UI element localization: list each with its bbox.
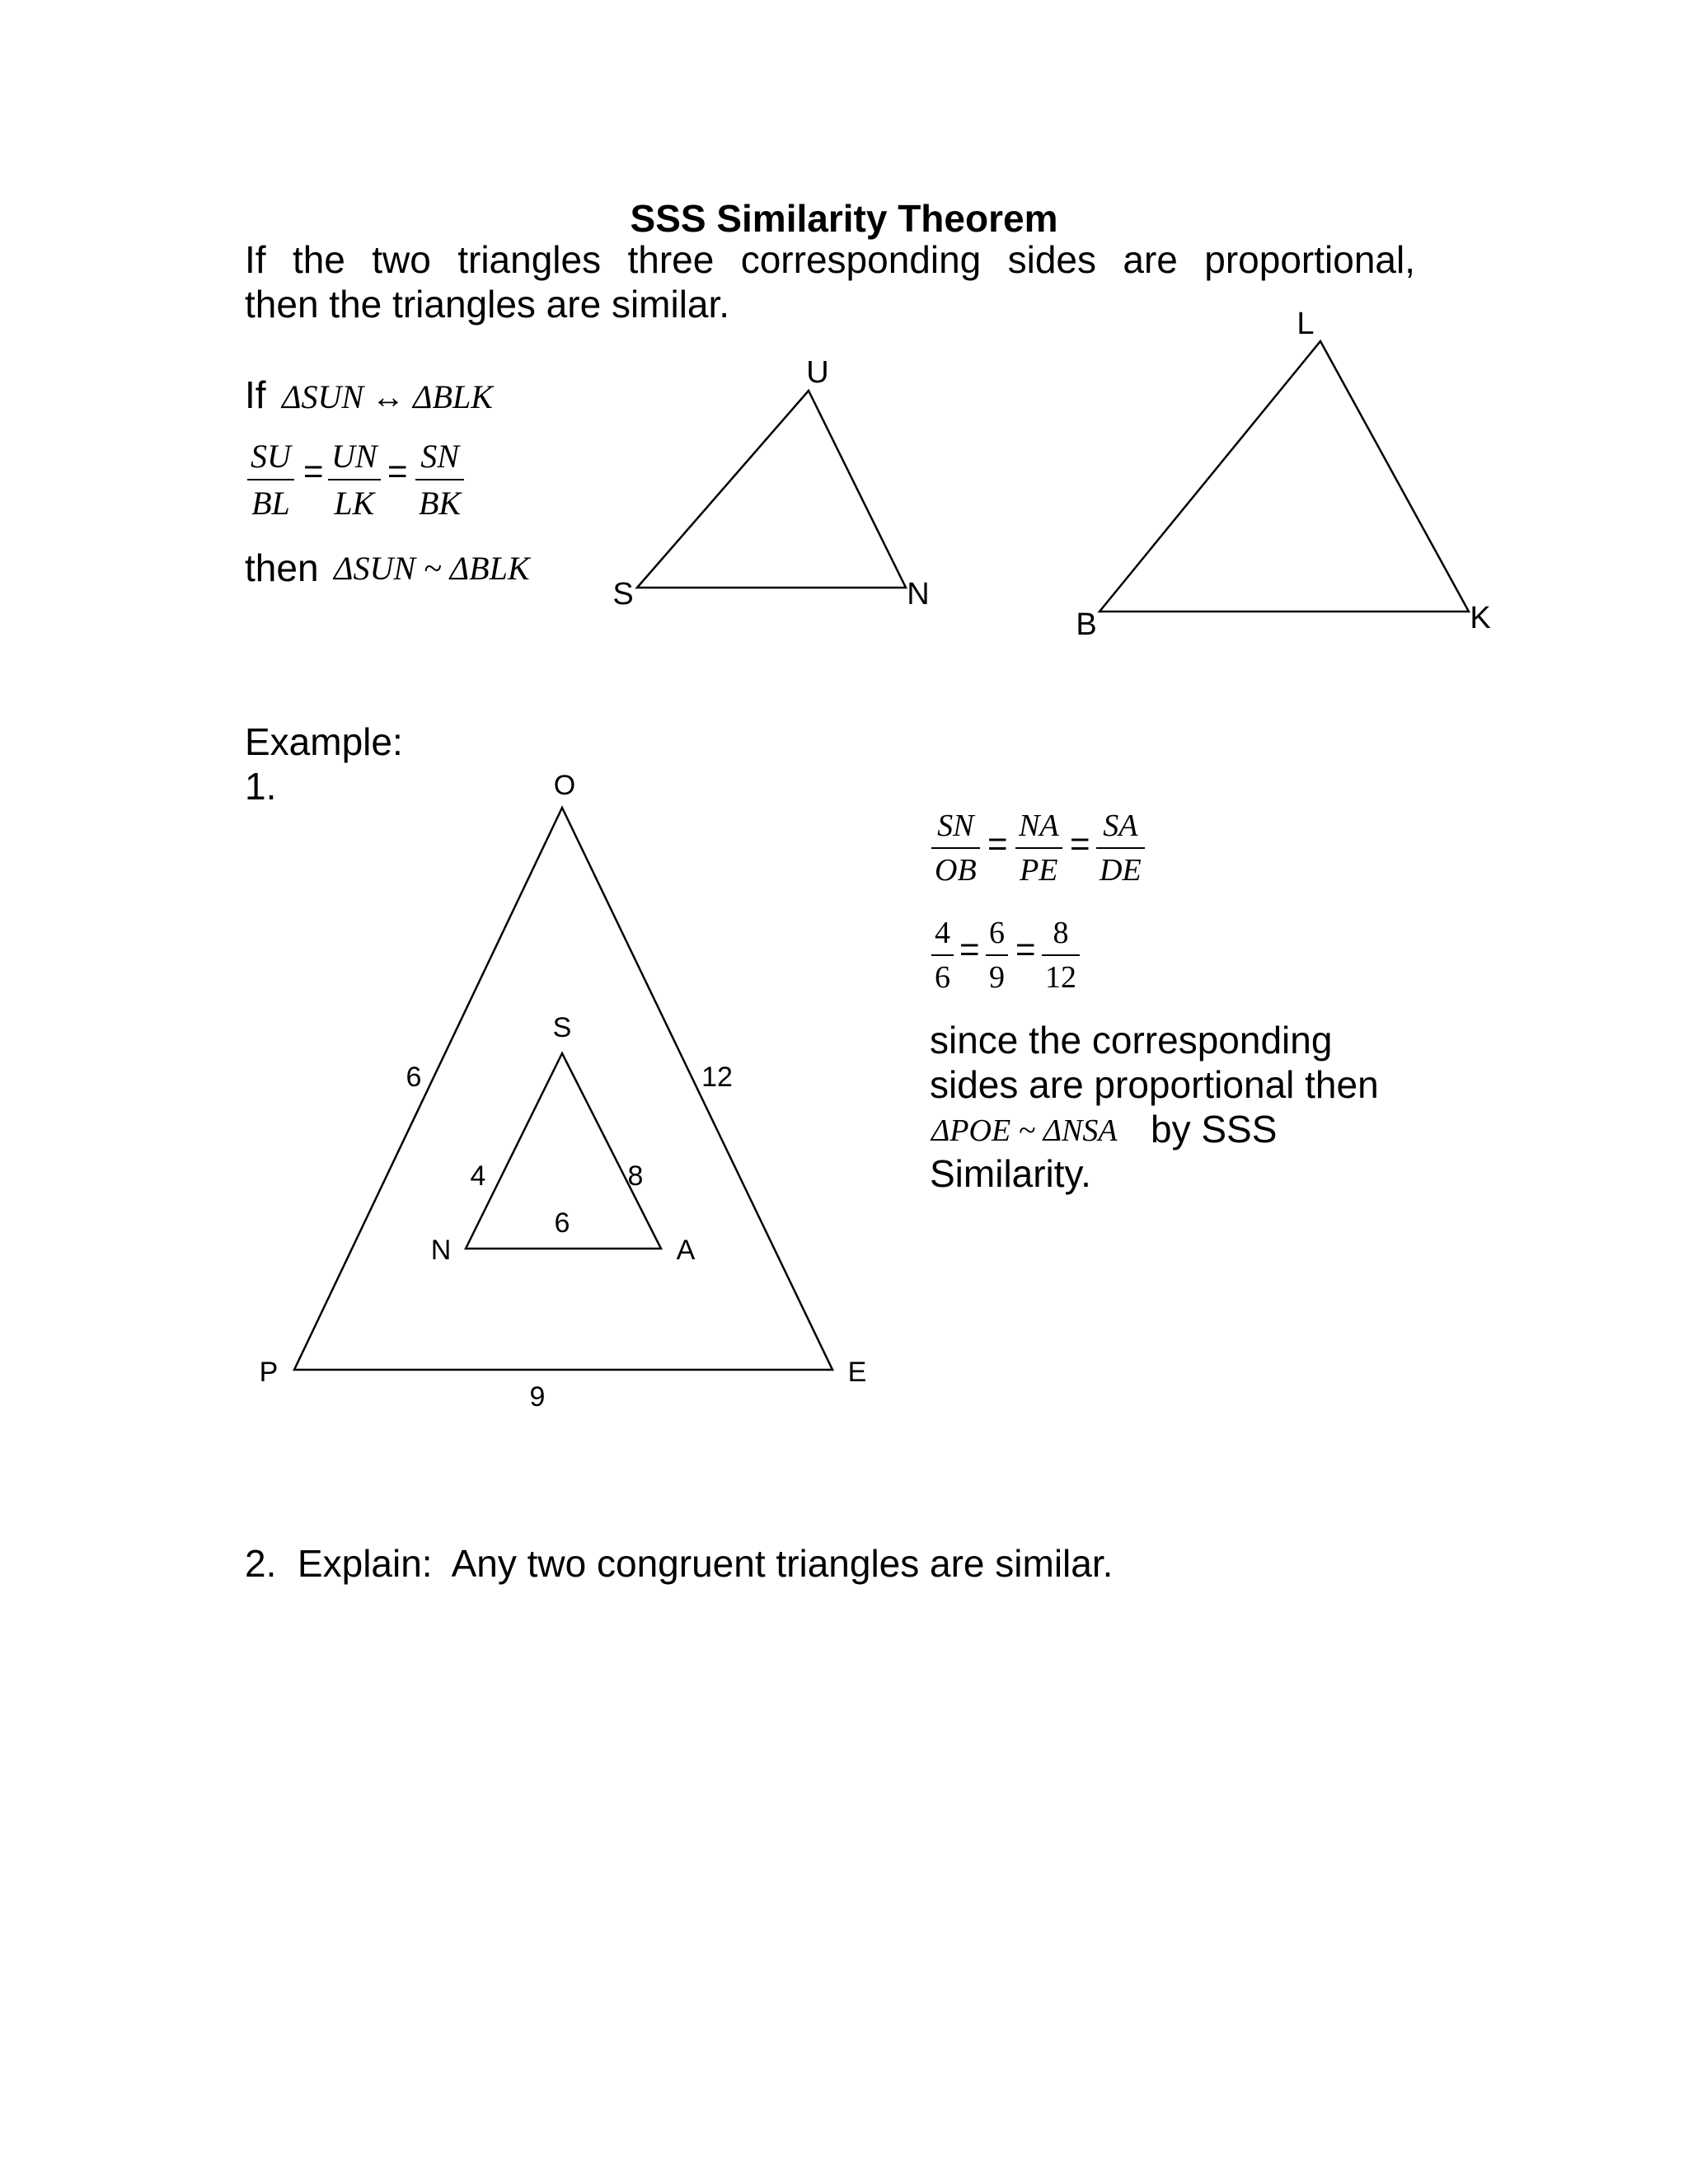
- ratio-6-9: [986, 915, 1008, 996]
- ratio-na-pe: [1015, 808, 1062, 888]
- ratio-numerator: SA: [1096, 808, 1145, 849]
- side-label-pe: 9: [529, 1381, 546, 1413]
- vertex-label-o: O: [553, 770, 576, 801]
- if-word: If: [245, 373, 266, 416]
- ratio-8-12: [1042, 915, 1080, 996]
- side-label-sa: 8: [627, 1160, 644, 1192]
- side-label-ns: 4: [470, 1160, 486, 1192]
- equals-sign: =: [1015, 930, 1036, 968]
- triangle-blk: [1100, 341, 1469, 612]
- theorem-statement-line2: then the triangles are similar.: [245, 283, 730, 326]
- ratio-denominator: PE: [1020, 853, 1058, 888]
- vertex-label-s-inner: S: [552, 1012, 572, 1043]
- vertex-label-a-inner: A: [676, 1235, 696, 1266]
- equals-sign: =: [959, 930, 980, 968]
- similarity-conclusion: ΔSUN ~ ΔBLK: [334, 550, 530, 587]
- ratio-denominator: 12: [1045, 960, 1076, 995]
- side-label-oe: 12: [701, 1062, 733, 1093]
- then-word: then: [245, 546, 319, 589]
- ratio-numerator: 8: [1042, 915, 1080, 956]
- vertex-label-k: K: [1470, 601, 1491, 635]
- example-heading: Example:: [245, 720, 403, 763]
- ratio-denominator: OB: [935, 853, 977, 888]
- page-title: SSS Similarity Theorem: [630, 197, 1058, 240]
- ratio-sa-de: [1096, 808, 1145, 888]
- equals-sign: =: [1070, 824, 1090, 863]
- equals-sign: =: [303, 452, 324, 490]
- explanation-math: ΔPOE ~ ΔNSA: [931, 1113, 1118, 1148]
- ratio-numerator: UN: [328, 437, 381, 480]
- side-label-na: 6: [554, 1207, 570, 1239]
- explanation-line1: since the corresponding: [930, 1019, 1333, 1062]
- theorem-statement-line1: If the two triangles three corresponding sides are proportional,: [245, 238, 1415, 281]
- correspondence-text: ΔSUN ↔ ΔBLK: [282, 378, 493, 415]
- vertex-label-p: P: [259, 1357, 279, 1388]
- ratio-numerator: 4: [931, 915, 954, 956]
- explanation-line4: Similarity.: [930, 1152, 1091, 1195]
- ratio-numerator: 6: [986, 915, 1008, 956]
- example-number: 1.: [245, 765, 277, 808]
- explanation-by-sss: by SSS: [1151, 1108, 1278, 1151]
- ratio-denominator: 9: [989, 960, 1005, 995]
- ratio-numerator: SN: [931, 808, 980, 849]
- ratio-numerator: SN: [415, 437, 464, 480]
- equals-sign: =: [387, 452, 408, 490]
- vertex-label-b: B: [1076, 607, 1097, 642]
- vertex-label-n-inner: N: [430, 1235, 452, 1266]
- triangle-poe: [294, 808, 832, 1370]
- ratio-sn-ob: [931, 808, 980, 888]
- ratio-denominator: LK: [334, 485, 375, 522]
- vertex-label-s: S: [612, 577, 634, 612]
- vertex-label-e: E: [847, 1357, 867, 1388]
- ratio-numerator: NA: [1015, 808, 1062, 849]
- side-label-po: 6: [406, 1062, 422, 1093]
- vertex-label-l: L: [1296, 307, 1315, 341]
- vertex-label-n: N: [907, 577, 930, 612]
- equals-sign: =: [987, 824, 1008, 863]
- ratio-denominator: DE: [1100, 853, 1142, 888]
- explanation-line2: sides are proportional then: [930, 1063, 1379, 1106]
- vertex-label-u: U: [806, 355, 829, 390]
- ratio-numerator: SU: [247, 437, 294, 480]
- ratio-denominator: 6: [935, 960, 950, 995]
- ratio-4-6: [931, 915, 954, 996]
- triangle-sun: [637, 391, 906, 588]
- question-2: 2. Explain: Any two congruent triangles are similar.: [245, 1542, 1114, 1585]
- ratio-denominator: BK: [419, 485, 462, 522]
- ratio-denominator: BL: [251, 485, 290, 522]
